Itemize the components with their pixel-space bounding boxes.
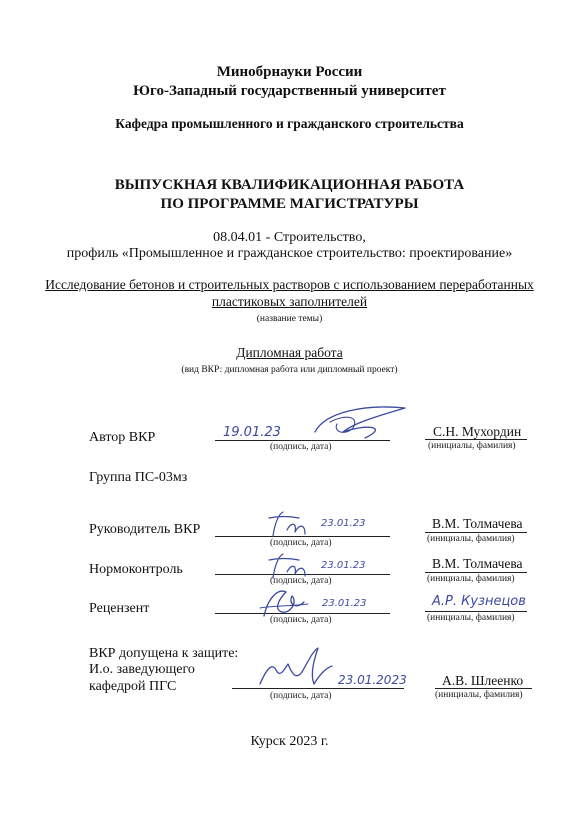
topic-line2: пластиковых заполнителей bbox=[211, 294, 368, 309]
ministry-heading: Минобрнауки России bbox=[216, 64, 363, 80]
author-signature bbox=[215, 402, 415, 444]
svg-text:23.01.23: 23.01.23 bbox=[321, 518, 366, 529]
author-name-line bbox=[425, 439, 527, 440]
normcontrol-name: В.М. Толмачева bbox=[432, 556, 523, 571]
reviewer-name-caption: (инициалы, фамилия) bbox=[427, 613, 515, 623]
supervisor-label: Руководитель ВКР bbox=[89, 522, 201, 537]
svg-text:23.01.23: 23.01.23 bbox=[322, 598, 367, 609]
svg-text:23.01.23: 23.01.23 bbox=[321, 560, 366, 571]
svg-text:19.01.23: 19.01.23 bbox=[223, 425, 281, 440]
topic-line1: Исследование бетонов и строительных растворов с использованием переработанных bbox=[45, 277, 534, 292]
supervisor-name-caption: (инициалы, фамилия) bbox=[427, 534, 515, 544]
department-heading: Кафедра промышленного и гражданского строительства bbox=[115, 116, 464, 131]
document-title-line1: ВЫПУСКНАЯ КВАЛИФИКАЦИОННАЯ РАБОТА bbox=[114, 177, 465, 193]
admission-signature bbox=[252, 644, 412, 690]
normcontrol-label: Нормоконтроль bbox=[89, 562, 183, 577]
reviewer-name-line bbox=[425, 611, 527, 612]
work-type-caption: (вид ВКР: дипломная работа или дипломный проект) bbox=[181, 365, 398, 375]
normcontrol-signature-caption: (подпись, дата) bbox=[270, 576, 332, 586]
acting-head-name-caption: (инициалы, фамилия) bbox=[435, 690, 523, 700]
supervisor-name: В.М. Толмачева bbox=[432, 516, 523, 531]
reviewer-signature-caption: (подпись, дата) bbox=[270, 615, 332, 625]
program-profile: профиль «Промышленное и гражданское строительство: проектирование» bbox=[66, 246, 513, 261]
city-year: Курск 2023 г. bbox=[250, 734, 329, 749]
topic-caption: (название темы) bbox=[256, 314, 323, 324]
university-heading: Юго-Западный государственный университет bbox=[133, 83, 446, 99]
reviewer-name bbox=[428, 587, 538, 613]
admission-label: ВКР допущена к защите: bbox=[89, 646, 239, 661]
acting-head-name-line bbox=[435, 688, 532, 689]
acting-head-label: И.о. заведующего bbox=[89, 662, 195, 677]
normcontrol-name-line bbox=[425, 572, 527, 573]
author-label: Автор ВКР bbox=[89, 430, 156, 445]
author-name: С.Н. Мухордин bbox=[433, 424, 522, 439]
work-type-value: Дипломная работа bbox=[236, 345, 343, 360]
program-code: 08.04.01 - Строительство, bbox=[213, 230, 366, 245]
svg-text:23.01.2023: 23.01.2023 bbox=[338, 673, 407, 687]
supervisor-name-line bbox=[425, 532, 527, 533]
normcontrol-name-caption: (инициалы, фамилия) bbox=[427, 574, 515, 584]
supervisor-signature-caption: (подпись, дата) bbox=[270, 538, 332, 548]
department-pgs-label: кафедрой ПГС bbox=[89, 679, 177, 694]
acting-head-name: А.В. Шлеенко bbox=[442, 673, 524, 688]
author-signature-caption: (подпись, дата) bbox=[270, 442, 332, 452]
reviewer-label: Рецензент bbox=[89, 601, 150, 616]
document-title-line2: ПО ПРОГРАММЕ МАГИСТРАТУРЫ bbox=[160, 196, 419, 212]
group-label: Группа ПС-03мз bbox=[89, 470, 188, 485]
admission-signature-caption: (подпись, дата) bbox=[270, 691, 332, 701]
author-name-caption: (инициалы, фамилия) bbox=[428, 441, 516, 451]
svg-text:А.Р. Кузнецов: А.Р. Кузнецов bbox=[432, 594, 526, 609]
